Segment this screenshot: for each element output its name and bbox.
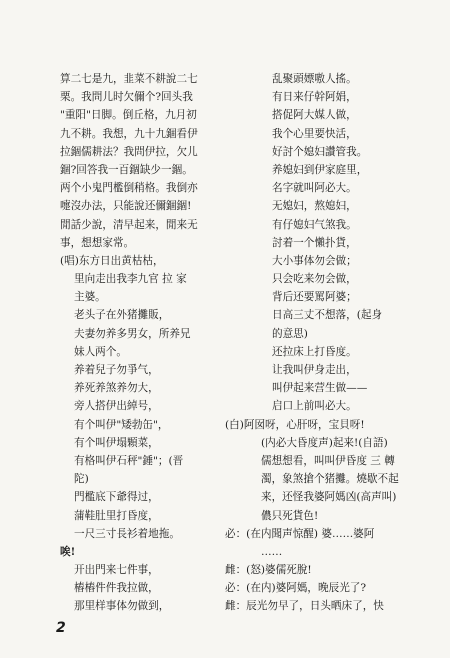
- text-line: 門檻底下爺得过，: [74, 491, 159, 504]
- text-line: 唉!: [60, 545, 76, 558]
- text-line: 雌：辰光勿早了，日头晒床了，快: [225, 600, 384, 613]
- text-line: 主婆。: [74, 291, 106, 304]
- text-line: (内必大昏度声)起来!(自語): [261, 436, 388, 449]
- text-line: 算二七是九，韭菜不耕說二七: [60, 73, 198, 85]
- text-line: 夫妻勿养多男女，所养兄: [74, 327, 191, 340]
- text-line: 有个叫伊"矮勃缶"，: [74, 418, 169, 431]
- text-line: 旁人搭伊出綽号，: [74, 400, 159, 413]
- text-line: 濁，象煞搶个猪攤。燒歇不起: [261, 473, 399, 486]
- text-line: 閒話少說，清早起来，閒来无: [60, 218, 198, 231]
- text-line: 养着兒子勿爭气，: [74, 364, 159, 376]
- text-line: 蒲鞋肚里打昏度，: [74, 509, 159, 522]
- text-line: 乱聚頭嫖嗷人搖。: [272, 73, 357, 85]
- text-line: 一尺三寸長衫着地拖。: [74, 527, 180, 540]
- text-line: 的意思): [272, 327, 308, 340]
- text-line: 好討个媳妇讚管我。: [272, 145, 368, 158]
- text-line: 錮?回答我一百錮缺少一錮。: [60, 163, 193, 176]
- text-line: 那里样事体勿做到，: [74, 600, 170, 613]
- right-text-column: [225, 70, 425, 616]
- text-line: 启口上前叫必大。: [272, 400, 357, 413]
- text-line: 让我叫伊身走出，: [272, 364, 357, 376]
- text-line: 无媳妇，熬媳妇，: [272, 200, 357, 213]
- text-line: 两个小鬼門檻倒稍格。我倒亦: [60, 182, 198, 195]
- text-line: 叫伊起来营生做——: [272, 382, 368, 395]
- text-line: 栗。我問儿时欠儞个?回头我: [60, 91, 193, 104]
- page-number: 2: [56, 620, 66, 636]
- text-line: 拉錮儒耕法？我問伊拉，欠儿: [60, 145, 198, 158]
- text-line: 名字就叫阿必大。: [272, 182, 357, 195]
- text-line: 事，想想家常。: [60, 236, 135, 249]
- text-line: 有个叫伊塌顆菜，: [74, 436, 159, 449]
- text-line: 討着一个懶扑貨，: [272, 236, 357, 249]
- text-line: 老头子在外猪攤販，: [74, 309, 170, 322]
- text-line: 开出門来七件事，: [74, 564, 159, 577]
- text-line: 樁樁件件我拉做，: [74, 582, 159, 595]
- left-text-column: [60, 70, 220, 616]
- text-line: 背后还要罵阿婆；: [272, 291, 357, 304]
- text-line: 日高三丈不想落，(起身: [272, 309, 383, 322]
- text-line: 必：(在内聞声惊醒) 婆……婆阿: [225, 527, 375, 540]
- text-line: (白)阿囡呀，心肝呀，宝貝呀!: [225, 418, 365, 431]
- text-line: 还拉床上打昏度。: [272, 345, 357, 358]
- text-line: "重阳"日脚。倒丘格，九月初: [60, 109, 197, 122]
- text-line: 里向走出我李九官 拉 家: [74, 273, 187, 286]
- text-line: 必：(在内)婆阿媽，晚辰光了?: [225, 582, 367, 595]
- text-line: 养媳妇到伊家庭里，: [272, 163, 368, 176]
- text-line: (唱)东方日出黄枯枯，: [60, 254, 164, 267]
- text-line: 儂只死貨色!: [261, 509, 319, 522]
- text-line: 搭促阿大媒人做，: [272, 109, 357, 122]
- text-line: 有格叫伊石秤"錘"；(晋: [74, 454, 184, 467]
- text-line: ……: [261, 545, 283, 558]
- text-line: 大小事体勿会做；: [272, 254, 357, 267]
- text-line: 只会吃来勿会做，: [272, 273, 357, 286]
- text-line: 来，还怪我婆阿媽凶(高声叫): [261, 491, 397, 504]
- text-line: 陀): [74, 473, 89, 486]
- text-line: 有仔媳妇气煞我。: [272, 218, 357, 231]
- text-line: 九不耕。我想，九十九錮看伊: [60, 127, 198, 140]
- text-line: 有日来仔幹阿娟，: [272, 91, 357, 104]
- text-line: 妹人两个。: [74, 345, 127, 358]
- text-line: 我个心里要快活，: [272, 127, 357, 140]
- text-line: 儒想想看，叫叫伊昏度 三 轉: [261, 454, 395, 467]
- text-line: 雌：(怒)婆儒死脫!: [225, 564, 312, 577]
- text-line: 嚏沒办法，只能說还儞錮錮!: [60, 200, 192, 213]
- text-line: 养死养煞养勿大，: [74, 382, 159, 395]
